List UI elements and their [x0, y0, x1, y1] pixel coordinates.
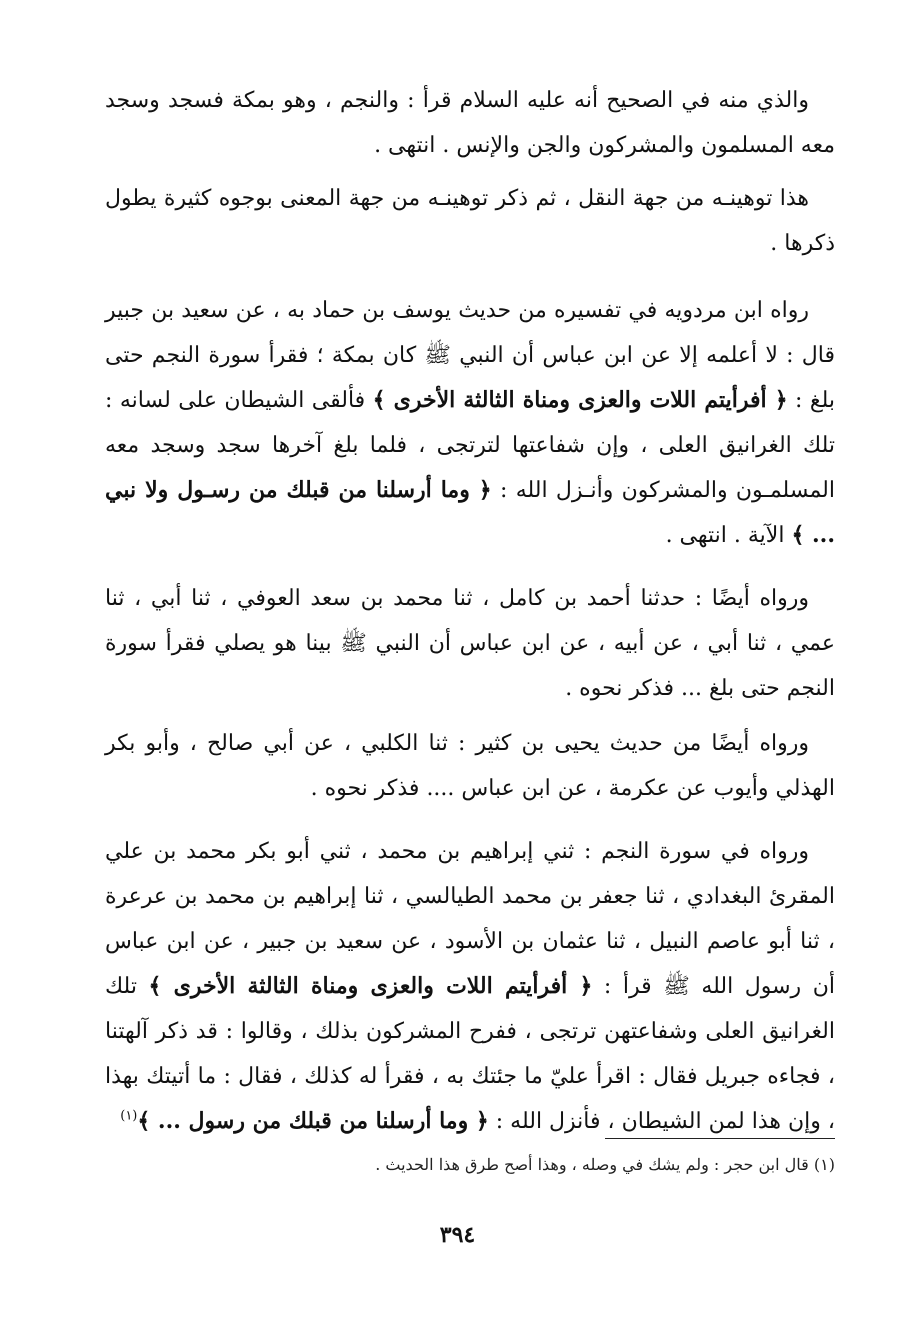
- paragraph-3-text-a: رواه ابن مردويه في تفسيره من حديث يوسف بن حماد به ، عن سعيد بن جبير قال : لا أعلمه إلا عن ابن عباس أن النبي ﷺ كان بمكة ؛ فقرأ سورة النجم حتى بلغ :: [105, 298, 836, 413]
- footnote-divider: [605, 1138, 835, 1139]
- paragraph-1: [105, 78, 835, 168]
- quran-verse-2: ﴿ وما أرسلنا من قبلك من رسـول ولا نبي ... ﴾: [105, 477, 835, 548]
- footnote-reference[interactable]: (١): [120, 1108, 138, 1124]
- paragraph-6-text-b: تلك الغرانيق العلى وشفاعتهن ترتجى ، ففرح المشركون بذلك ، وقالوا : قد ذكر آلهتنا ، فجاءه جبريل فقال : اقرأ عليّ ما جئتك به ، فقرأ له كذلك ، فقال : ما أتيتك بهذا ، وإن هذا لمن الشيطان ، فأنزل الله :: [105, 974, 835, 1134]
- paragraph-4: [105, 576, 835, 711]
- footnote-number: (١): [813, 1155, 835, 1174]
- paragraph-6: [105, 829, 835, 1144]
- paragraph-5-text: ورواه أيضًا من حديث يحيى بن كثير : ثنا الكلبي ، عن أبي صالح ، وأبو بكر الهذلي وأيوب عن عكرمة ، عن ابن عباس .... فذكر نحوه .: [105, 731, 835, 801]
- paragraph-1-text: والذي منه في الصحيح أنه عليه السلام قرأ : والنجم ، وهو بمكة فسجد وسجد معه المسلمون والمشركون والجن والإنس . انتهى .: [105, 88, 835, 158]
- paragraph-2: [105, 176, 835, 266]
- paragraph-3-text-c: الآية . انتهى .: [665, 523, 785, 548]
- paragraph-3: [105, 288, 835, 558]
- main-text: [105, 78, 835, 1154]
- footnote: [105, 1150, 835, 1180]
- quran-verse-4: ﴿ وما أرسلنا من قبلك من رسول ... ﴾: [137, 1108, 489, 1134]
- quran-verse-1: ﴿ أفرأيتم اللات والعزى ومناة الثالثة الأخرى ﴾: [372, 387, 788, 413]
- footnote-text: قال ابن حجر : ولم يشك في وصله ، وهذا أصح طرق هذا الحديث .: [375, 1155, 809, 1174]
- paragraph-5: [105, 721, 835, 811]
- page-number: ٣٩٤: [439, 1222, 476, 1248]
- quran-verse-3: ﴿ أفرأيتم اللات والعزى ومناة الثالثة الأخرى ﴾: [148, 973, 593, 999]
- paragraph-3-text-b: فألقى الشيطان على لسانه : تلك الغرانيق العلى ، وإن شفاعتها لترتجى ، فلما بلغ آخرها سجد وسجد معه المسلمـون والمشركون وأنـزل الله :: [105, 388, 835, 503]
- paragraph-2-text: هذا توهينـه من جهة النقل ، ثم ذكر توهينـه من جهة المعنى بوجوه كثيرة يطول ذكرها .: [105, 186, 835, 256]
- paragraph-4-text: ورواه أيضًا : حدثنا أحمد بن كامل ، ثنا محمد بن سعد العوفي ، ثنا أبي ، ثنا عمي ، ثنا أبي ، عن أبيه ، عن ابن عباس أن النبي ﷺ بينا هو يصلي فقرأ سورة النجم حتى بلغ ... فذكر نحوه .: [105, 586, 835, 701]
- paragraph-6-text-a: ورواه في سورة النجم : ثني إبراهيم بن محمد ، ثني أبو بكر محمد بن علي المقرئ البغدادي ، ثنا جعفر بن محمد الطيالسي ، ثنا إبراهيم بن محمد بن عرعرة ، ثنا أبو عاصم النبيل ، ثنا عثمان بن الأسود ، عن سعيد بن جبير ، عن ابن عباس أن رسول الله ﷺ قرأ :: [105, 839, 836, 999]
